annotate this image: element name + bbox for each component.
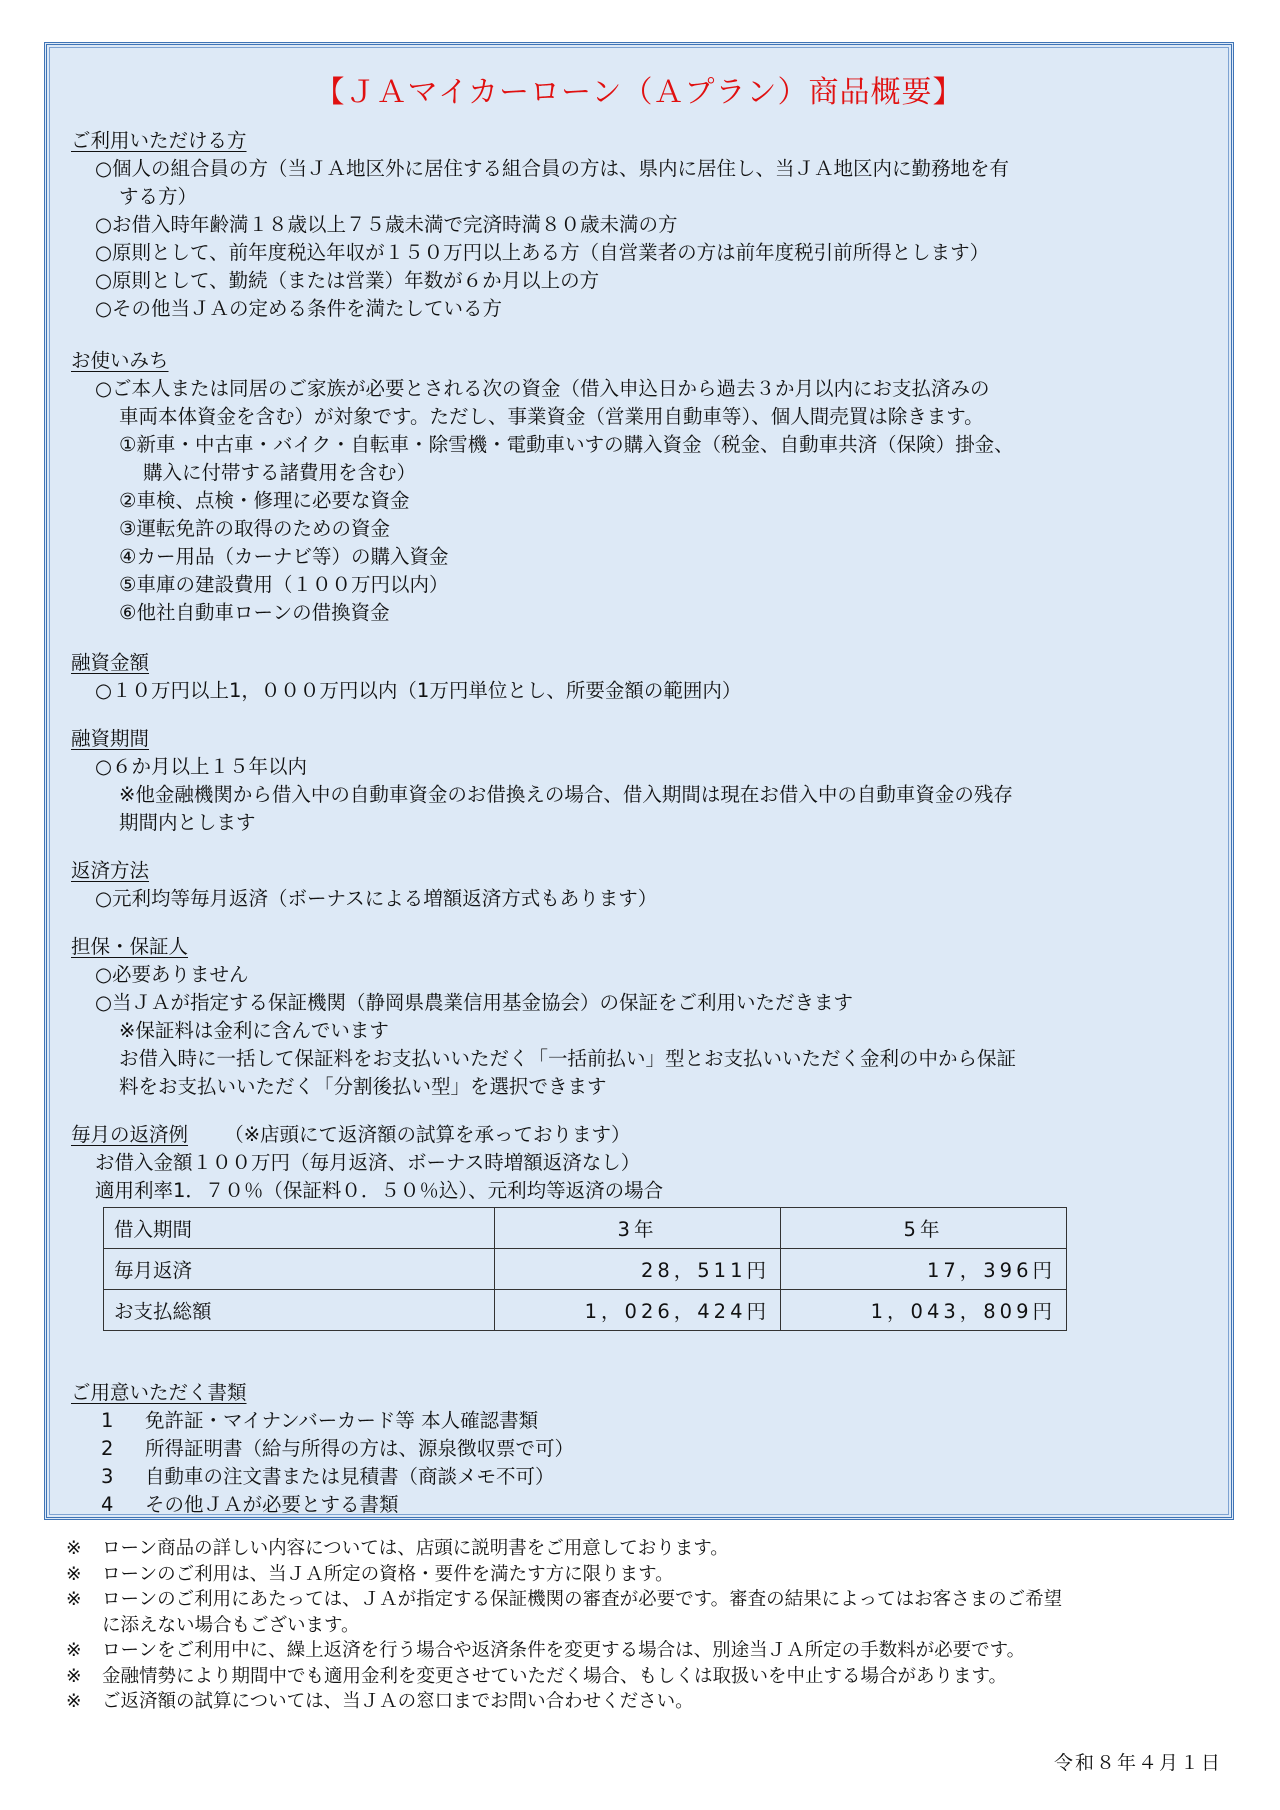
table-header-cell: 借入期間 xyxy=(104,1208,495,1249)
table-cell: 17，396円 xyxy=(781,1249,1067,1290)
reference-mark-icon: ※ xyxy=(66,1538,82,1559)
footnote xyxy=(66,1562,1226,1588)
item-text: 免許証・マイナンバーカード等 本人確認書類 xyxy=(145,1409,539,1432)
product-summary-box xyxy=(44,42,1234,1520)
table-cell: お支払総額 xyxy=(104,1290,495,1331)
list-item: ③運転免許の取得のための資金 xyxy=(119,517,390,540)
list-item-continued: 購入に付帯する諸費用を含む） xyxy=(143,461,417,484)
table-cell: 1，043，809円 xyxy=(781,1290,1067,1331)
table-cell: 28，511円 xyxy=(495,1249,781,1290)
item-number: 4 xyxy=(101,1493,114,1516)
table-cell: 毎月返済 xyxy=(104,1249,495,1290)
section-heading: 返済方法 xyxy=(71,859,150,882)
page-title: 【ＪＡマイカーローン（Ａプラン）商品概要】 xyxy=(314,75,964,110)
section-term xyxy=(71,725,1207,837)
item-number: 2 xyxy=(101,1437,114,1460)
footnote xyxy=(66,1587,1226,1638)
footnote xyxy=(66,1689,1226,1715)
usage-intro: ○ご本人または同居のご家族が必要とされる次の資金（借入申込日から過去３か月以内にお支払済みの xyxy=(95,377,990,400)
reference-mark-icon: ※ xyxy=(66,1691,82,1712)
term-text: ○６か月以上１５年以内 xyxy=(95,755,308,778)
table-row xyxy=(104,1249,1067,1290)
footnote xyxy=(66,1536,1226,1562)
list-item: ○原則として、前年度税込年収が１５０万円以上ある方（自営業者の方は前年度税引前所得とします） xyxy=(95,241,990,264)
section-documents xyxy=(71,1379,1207,1519)
list-item: ○個人の組合員の方（当ＪＡ地区外に居住する組合員の方は、県内に居住し、当ＪＡ地区内に勤務地を有 xyxy=(95,157,1010,180)
example-condition: お借入金額１００万円（毎月返済、ボーナス時増額返済なし） xyxy=(95,1151,641,1174)
list-item: ⑤車庫の建設費用（１００万円以内） xyxy=(119,573,449,596)
list-item: ④カー用品（カーナビ等）の購入資金 xyxy=(119,545,449,568)
footnote-line: に添えない場合もございます。 xyxy=(102,1614,360,1636)
reference-mark-icon: ※ xyxy=(66,1563,82,1585)
list-item-continued: する方） xyxy=(119,185,198,208)
item-number: 1 xyxy=(101,1409,114,1432)
section-collateral xyxy=(71,933,1207,1101)
footnote xyxy=(66,1664,1226,1690)
footnote-line: ローンのご利用にあたっては、ＪＡが指定する保証機関の審査が必要です。審査の結果によってはお客さまのご希望 xyxy=(102,1589,1063,1610)
table-header-cell: 5年 xyxy=(781,1208,1067,1249)
example-rate: 適用利率1．７０％（保証料０．５０％込）、元利均等返済の場合 xyxy=(95,1179,664,1202)
footnote-text: ローンをご利用中に、繰上返済を行う場合や返済条件を変更する場合は、別途当ＪＡ所定の手数料が必要です。 xyxy=(102,1640,1026,1661)
table-cell: 1，026，424円 xyxy=(495,1290,781,1331)
list-item xyxy=(71,1407,1207,1435)
reference-mark-icon: ※ xyxy=(66,1640,82,1661)
table-row xyxy=(104,1290,1067,1331)
list-item xyxy=(71,1435,1207,1463)
section-usage xyxy=(71,347,1207,627)
section-amount xyxy=(71,649,1207,705)
section-repayment xyxy=(71,857,1207,913)
section-heading: ご用意いただく書類 xyxy=(71,1381,247,1404)
repayment-text: ○元利均等毎月返済（ボーナスによる増額返済方式もあります） xyxy=(95,887,658,910)
footnote-text: 金融情勢により期間中でも適用金利を変更させていただく場合、もしくは取扱いを中止する場合があります。 xyxy=(102,1665,1008,1687)
list-item: ①新車・中古車・バイク・自転車・除雪機・電動車いすの購入資金（税金、自動車共済（保険）掛金、 xyxy=(119,433,1014,456)
list-item: ○必要ありません xyxy=(95,963,249,986)
item-text: 所得証明書（給与所得の方は、源泉徴収票で可） xyxy=(145,1437,575,1460)
section-heading: 融資期間 xyxy=(71,727,150,750)
list-item: ○お借入時年齢満１８歳以上７５歳未満で完済時満８０歳未満の方 xyxy=(95,213,678,236)
section-heading: お使いみち xyxy=(71,349,169,372)
section-heading: 毎月の返済例 xyxy=(71,1123,189,1146)
issue-date: 令和８年４月１日 xyxy=(1053,1752,1222,1774)
footnote-text xyxy=(102,1587,1226,1638)
list-item: ⑥他社自動車ローンの借換資金 xyxy=(119,601,390,624)
footnote-text: ご返済額の試算については、当ＪＡの窓口までお問い合わせください。 xyxy=(102,1691,694,1712)
amount-text: ○１０万円以上1，０００万円以内（1万円単位とし、所要金額の範囲内） xyxy=(95,679,742,702)
guarantee-note: ※保証料は金利に含んでいます xyxy=(119,1019,389,1042)
item-number: 3 xyxy=(101,1465,114,1488)
footnote-text: ローンのご利用は、当ＪＡ所定の資格・要件を満たす方に限ります。 xyxy=(102,1563,674,1585)
footnotes xyxy=(66,1536,1226,1715)
list-item: ○その他当ＪＡの定める条件を満たしている方 xyxy=(95,297,503,320)
section-heading: ご利用いただける方 xyxy=(71,129,247,152)
list-item xyxy=(71,1491,1207,1519)
term-note-continued: 期間内とします xyxy=(119,811,256,834)
item-text: その他ＪＡが必要とする書類 xyxy=(145,1493,399,1516)
footnote-text: ローン商品の詳しい内容については、店頭に説明書をご用意しております。 xyxy=(102,1538,729,1559)
term-note: ※他金融機関から借入中の自動車資金のお借換えの場合、借入期間は現在お借入中の自動車資金の残存 xyxy=(119,783,1013,806)
section-repayment-example xyxy=(71,1121,1207,1205)
list-item: ○当ＪＡが指定する保証機関（静岡県農業信用基金協会）の保証をご利用いただきます xyxy=(95,991,854,1014)
section-heading: 担保・保証人 xyxy=(71,935,189,958)
repayment-example-table xyxy=(103,1207,1067,1331)
item-text: 自動車の注文書または見積書（商談メモ不可） xyxy=(145,1465,555,1488)
footnote xyxy=(66,1638,1226,1664)
list-item xyxy=(71,1463,1207,1491)
reference-mark-icon: ※ xyxy=(66,1665,82,1687)
usage-intro-continued: 車両本体資金を含む）が対象です。ただし、事業資金（営業用自動車等）、個人間売買は除きます。 xyxy=(119,405,984,428)
list-item: ②車検、点検・修理に必要な資金 xyxy=(119,489,410,512)
guarantee-note-continued: 料をお支払いいただく「分割後払い型」を選択できます xyxy=(119,1075,607,1098)
heading-note: （※店頭にて返済額の試算を承っております） xyxy=(224,1123,631,1146)
section-heading: 融資金額 xyxy=(71,651,150,674)
reference-mark-icon: ※ xyxy=(66,1589,82,1610)
table-header-row xyxy=(104,1208,1067,1249)
guarantee-note: お借入時に一括して保証料をお支払いいただく「一括前払い」型とお支払いいただく金利の中から保証 xyxy=(119,1047,1017,1070)
list-item: ○原則として、勤続（または営業）年数が６か月以上の方 xyxy=(95,269,600,292)
section-eligibility xyxy=(71,127,1207,323)
table-header-cell: 3年 xyxy=(495,1208,781,1249)
